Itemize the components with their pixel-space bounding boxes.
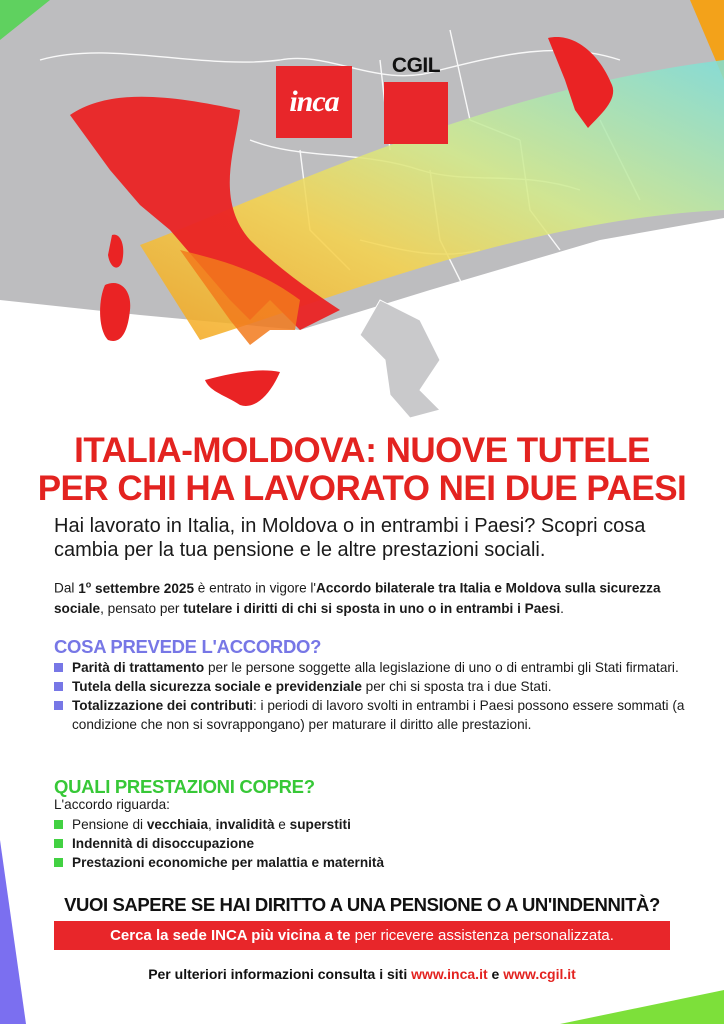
item-bold: Tutela della sicurezza sociale e previdenziale [72,679,362,694]
intro-date-sup: o [85,579,92,589]
item-bold: invalidità [215,817,275,832]
item-bold: Indennità di disoccupazione [72,836,255,851]
item-bold: Parità di trattamento [72,660,205,675]
link-inca[interactable]: www.inca.it [411,966,488,982]
link-cgil[interactable]: www.cgil.it [503,966,576,982]
cgil-logo-square [384,82,448,144]
intro-text-1: Dal [54,580,79,596]
inca-logo [276,66,352,138]
list-item [54,658,694,677]
footer [0,966,724,982]
list-item [54,677,694,696]
item-bold: superstiti [289,817,351,832]
bullet-square [54,701,63,710]
item-bold: Prestazioni economiche per malattia e maternità [72,855,385,870]
section-title-accordo: COSA PREVEDE L'ACCORDO? [54,636,322,657]
sicily [205,370,280,406]
item-text: : i periodi di lavoro svolti in entrambi i Paesi possono essere sommati (a condizione che non si sovrappongano) per maturare il diritto alle prestazioni. [72,698,685,732]
intro-agreement: Accordo bilaterale tra Italia e Moldova sulla sicurezza sociale [54,580,661,616]
intro-text-2: è entrato in vigore l' [194,580,317,596]
list-item [54,834,694,853]
intro-date-rest: settembre 2025 [91,580,195,596]
item-text: per chi si sposta tra i due Stati. [361,679,552,694]
bullet-square [54,663,63,672]
bullet-square [54,820,63,829]
headline-line-1: ITALIA-MOLDOVA: NUOVE TUTELE [74,431,650,470]
cta-rest: per ricevere assistenza personalizzata. [350,927,614,944]
intro-text-3: , pensato per [100,600,184,616]
edge-purple-left [0,840,30,1024]
cta-banner [54,921,670,950]
cgil-logo [384,54,448,144]
prestazioni-list [54,815,694,872]
headline-line-2: PER CHI HA LAVORATO NEI DUE PAESI [37,469,687,508]
item-text: e [274,817,290,832]
section-title-prestazioni: QUALI PRESTAZIONI COPRE? [54,776,315,797]
footer-and: e [487,966,504,982]
list-item [54,815,694,834]
question-heading: VUOI SAPERE SE HAI DIRITTO A UNA PENSIONE O A UN'INDENNITÀ? [64,894,660,915]
intro-paragraph [54,574,694,619]
bullet-square [54,682,63,691]
cgil-logo-text: CGIL [391,54,441,77]
intro-text-4: . [560,600,564,616]
item-bold: vecchiaia [146,817,209,832]
footer-text: Per ulteriori informazioni consulta i siti [148,966,412,982]
item-text: per le persone soggette alla legislazione di uno o di entrambi gli Stati firmatari. [204,660,679,675]
list-item [54,853,694,872]
item-text: Pensione di [72,817,147,832]
subtitle: Hai lavorato in Italia, in Moldova o in entrambi i Paesi? Scopri cosa cambia per la tua pensione e le altre prestazioni sociali. [54,515,646,561]
map-illustration [0,0,724,430]
intro-date-num: 1 [78,580,86,596]
item-bold: Totalizzazione dei contributi [72,698,253,713]
accordo-list [54,658,694,734]
cta-bold: Cerca la sede INCA più vicina a te [110,927,351,944]
intro-protect: tutelare i diritti di chi si sposta in uno o in entrambi i Paesi [183,600,561,616]
list-item [54,696,694,734]
item-text: , [208,817,216,832]
section2-lead: L'accordo riguarda: [54,797,170,812]
edge-green-right [700,450,724,1024]
bullet-square [54,858,63,867]
bullet-square [54,839,63,848]
sardinia [100,283,130,341]
inca-logo-text: inca [289,85,339,118]
greece [360,300,440,418]
